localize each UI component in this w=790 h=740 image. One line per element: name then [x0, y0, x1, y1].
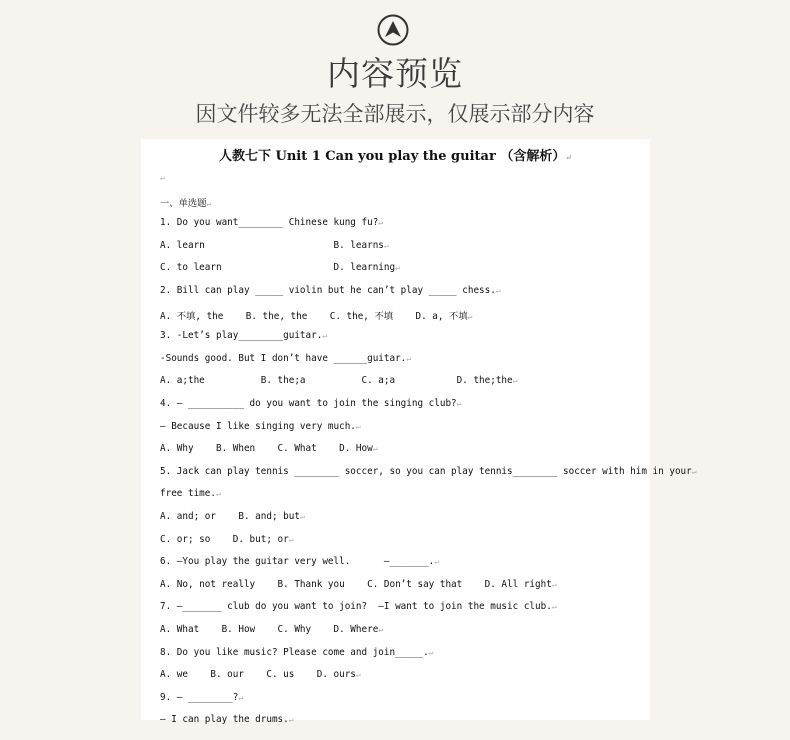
- document-line: 9. — ________?↵: [160, 691, 244, 703]
- document-preview: [141, 139, 697, 726]
- document-line: 6. —You play the guitar very well. —_______.↵: [160, 556, 440, 568]
- document-line: A. and; or B. and; but↵: [160, 511, 305, 522]
- document-line: C. to learn D. learning↵: [160, 262, 400, 274]
- document-line: 5. Jack can play tennis ________ soccer, so you can play tennis________ soccer with him in your↵: [160, 465, 697, 477]
- document-line: -Sounds good. But I don’t have ______guitar.↵: [160, 352, 412, 364]
- document-title: 人教七下 Unit 1 Can you play the guitar （含解析）↵: [218, 149, 573, 164]
- document-line: 8. Do you like music? Please come and join_____.↵: [160, 646, 434, 658]
- page-title: 内容预览: [327, 54, 463, 93]
- document-line: 2. Bill can play _____ violin but he can’t play _____ chess.↵: [160, 285, 501, 296]
- document-line: 7. —_______ club do you want to join? —I want to join the music club.↵: [160, 601, 557, 613]
- document-line: 3. -Let’s play________guitar.↵: [160, 330, 328, 342]
- document-line: A. we B. our C. us D. ours↵: [160, 669, 361, 681]
- document-line: 一、单选题↵: [160, 197, 212, 209]
- document-line: ↵: [160, 173, 165, 182]
- document-line: — I can play the drums.↵: [160, 714, 294, 726]
- document-line: A. a;the B. the;a C. a;a D. the;the↵: [160, 375, 518, 387]
- document-line: free time.↵: [160, 488, 221, 500]
- page-subtitle: 因文件较多无法全部展示，仅展示部分内容: [195, 102, 595, 126]
- document-line: 4. — __________ do you want to join the singing club?↵: [160, 398, 462, 409]
- document-line: A. No, not really B. Thank you C. Don’t say that D. All right↵: [160, 578, 557, 590]
- document-line: A. Why B. When C. What D. How↵: [160, 443, 378, 455]
- document-line: A. 不填, the B. the, the C. the, 不填 D. a, 不填↵: [160, 310, 473, 322]
- upward-arrow-circle-icon: [377, 14, 409, 46]
- document-line: A. What B. How C. Why D. Where↵: [160, 624, 384, 635]
- document-line: C. or; so D. but; or↵: [160, 533, 294, 545]
- document-line: A. learn B. learns↵: [160, 239, 389, 251]
- document-line: 1. Do you want________ Chinese kung fu?↵: [160, 217, 384, 229]
- document-line: — Because I like singing very much.↵: [160, 420, 361, 432]
